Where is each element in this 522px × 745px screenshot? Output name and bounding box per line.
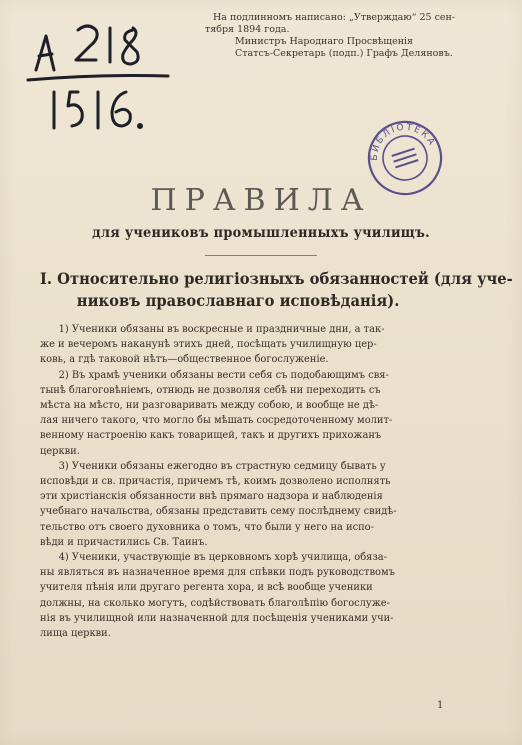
page-subtitle: для учениковъ промышленныхъ училищъ. (92, 225, 430, 241)
text-line: исповѣди и св. причастія, причемъ тѣ, коимъ дозволено исполнять (40, 475, 391, 488)
page-title: ПРАВИЛА (150, 183, 372, 218)
text-line: мѣста на мѣсто, ни разговаривать между собою, и вообще не дѣ- (40, 399, 379, 412)
section-heading-line: I. Относительно религіозныхъ обязанностей (для уче- (40, 269, 513, 288)
section-heading-line: никовъ православнаго исповѣданія). (76, 291, 400, 310)
approval-note-line: На подлинномъ написано: „Утверждаю“ 25 сен- (213, 12, 456, 23)
text-line: нія въ училищной или назначенной для посѣщенія учениками учи- (40, 611, 394, 624)
rules-text (40, 322, 468, 641)
text-line: тынѣ благоговѣніемъ, отнюдь не дозволяя себѣ ни переходить съ (40, 383, 381, 396)
page-number: 1 (437, 700, 444, 711)
text-line: же и вечеромъ наканунѣ этихъ дней, посѣщать училищную цер- (40, 338, 377, 351)
text-line: 1) Ученики обязаны въ воскресные и праздничные дни, а так- (58, 323, 385, 335)
text-line: 4) Ученики, участвующіе въ церковномъ хорѣ училища, обяза- (58, 551, 387, 564)
text-line: церкви. (40, 444, 80, 457)
text-line: ны являться въ назначенное время для спѣвки подъ руководствомъ (40, 566, 395, 579)
section-heading (40, 268, 513, 312)
handwritten-catalog-number (18, 8, 178, 138)
approval-note-line: тября 1894 года. (205, 24, 290, 35)
svg-text:БИБЛІОТЕКА: БИБЛІОТЕКА (369, 122, 438, 161)
text-line: 2) Въ храмѣ ученики обязаны вести себя съ подобающимъ свя- (58, 368, 389, 381)
text-line: должны, на сколько могутъ, содѣйствовать благолѣпію богослуже- (40, 596, 390, 609)
approval-note (205, 12, 505, 60)
text-line: лая ничего такого, что могло бы мѣшать сосредоточенному молит- (40, 414, 393, 427)
text-line: венному настроенію какъ товарищей, такъ и другихъ прихожанъ (40, 429, 382, 442)
text-line: тельство отъ своего духовника о томъ, что были у него на испо- (40, 520, 374, 533)
text-line: лища церкви. (40, 627, 111, 640)
text-line: вѣди и причастились Св. Таинъ. (40, 535, 208, 548)
text-line: учебнаго начальства, обязаны представить сему послѣднему свидѣ- (40, 505, 397, 518)
approval-note-line: Статсъ-Секретарь (подп.) Графъ Деляновъ. (235, 48, 453, 59)
text-line: 3) Ученики обязаны ежегодно въ страстную седмицу бывать у (58, 459, 386, 472)
text-line: эти христіанскія обязанности внѣ прямаго надзора и наблюденія (40, 490, 383, 503)
text-line: ковь, а гдѣ таковой нѣтъ—общественное богослуженіе. (40, 353, 329, 366)
approval-note-line: Министръ Народнаго Просвѣщенія (235, 36, 414, 47)
title-divider (205, 255, 317, 256)
text-line: учителя пѣнія или другаго регента хора, и всѣ вообще ученики (40, 581, 373, 594)
